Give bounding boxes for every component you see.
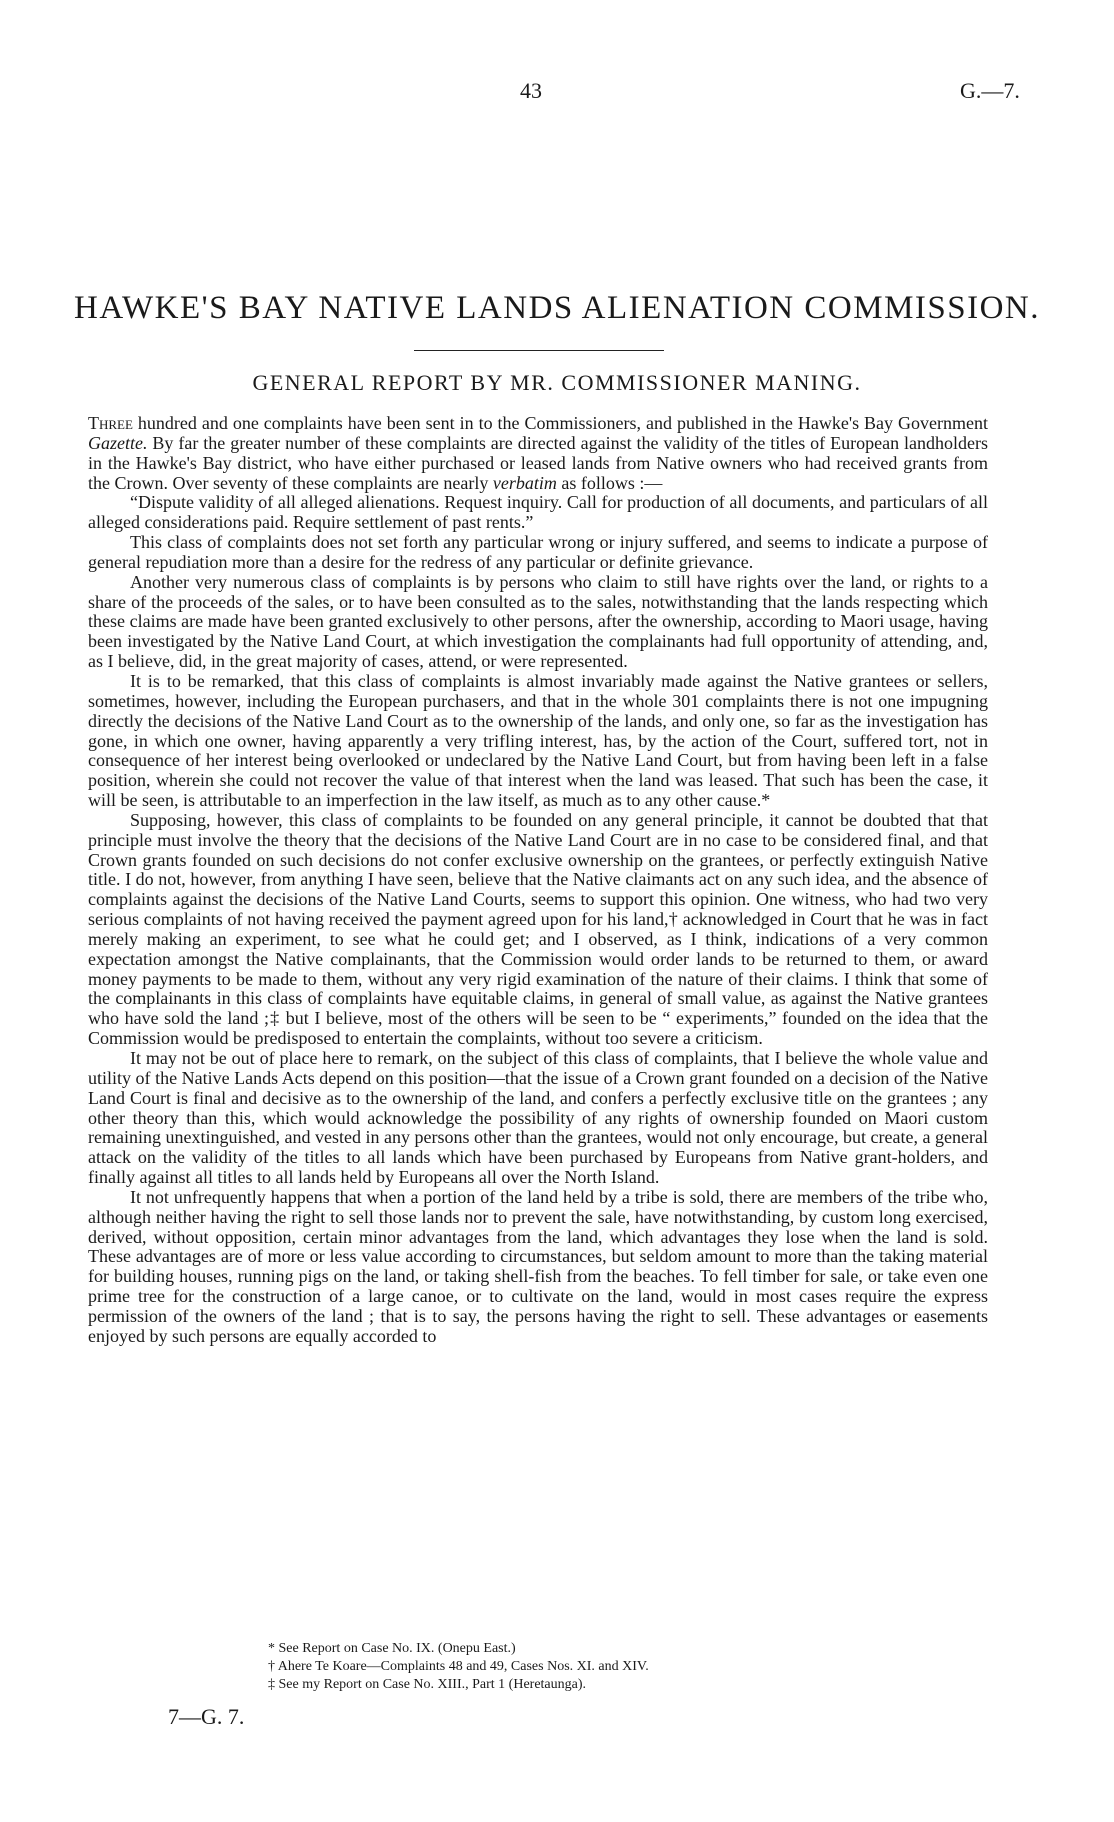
paragraph-3: This class of complaints does not set forth any particular wrong or injury suffered, and seems to indicate a purpose of general repudiation more than a desire for the redress of any particular or definite grievance. <box>88 532 988 572</box>
paragraph-1-text-a: hundred and one complaints have been sent in to the Commissioners, and published in the Hawke's Bay Government <box>132 413 988 433</box>
paragraph-1-verbatim: verbatim <box>492 472 557 493</box>
title-rule <box>414 350 664 351</box>
footnotes <box>268 1640 968 1694</box>
report-body <box>88 414 988 1347</box>
paragraph-5: It is to be remarked, that this class of complaints is almost invariably made against the Native grantees or sellers, sometimes, however, including the European purchasers, and that in the whole 301 complaints there is not one impugning directly the decisions of the Native Land Court as to the ownership of the lands, and only one, so far as the investigation has gone, in which one owner, having apparently a very trifling interest, has, by the action of the Court, suffered tort, not in consequence of her interest being overlooked or undeclared by the Native Land Court, but from having been left in a false position, wherein she could not recover the value of that interest when the land was leased. That such has been the case, it will be seen, is attributable to an imperfection in the law itself, as much as to any other cause.* <box>88 670 988 811</box>
paragraph-6: Supposing, however, this class of complaints to be founded on any general principle, it cannot be doubted that that principle must involve the theory that the decisions of the Native Land Court are in no case to be considered final, and that Crown grants founded on such decisions do not confer exclusive ownership on the grantees, or perfectly extinguish Native title. I do not, however, from anything I have seen, believe that the Native claimants act on any such idea, and the absence of complaints against the decisions of the Native Land Courts, seems to support this opinion. One witness, who had two very serious complaints of not having received the payment agreed upon for his land,† acknowledged in Court that he was in fact merely making an experiment, to see what he could get; and I observed, as I think, indications of a very common expectation amongst the Native complainants, that the Commission would order lands to be returned to them, or award money payments to be made to them, without any very rigid examination of the nature of their claims. I think that some of the complainants in this class of complaints have equitable claims, in general of small value, as against the Native grantees who have sold the land ;‡ but I believe, most of the others will be seen to be “ experiments,” founded on the idea that the Commission would be predisposed to entertain the complaints, without too severe a criticism. <box>88 809 988 1049</box>
paragraph-1-text-b: By far the greater number of these complaints are directed against the validity of the titles of European landholders in the Hawke's Bay district, who have either purchased or leased lands from Native owners who had received grants from the Crown. Over seventy of these complaints are nearly <box>88 432 988 493</box>
signature-mark: 7—G. 7. <box>168 1704 245 1729</box>
footnote-2: † Ahere Te Koare—Complaints 48 and 49, Cases Nos. XI. and XIV. <box>268 1659 649 1674</box>
report-subtitle: GENERAL REPORT BY MR. COMMISSIONER MANING. <box>252 370 862 395</box>
paragraph-1-lead: Three <box>88 413 133 433</box>
footnote-3: ‡ See my Report on Case No. XIII., Part 1 (Heretaunga). <box>268 1677 587 1692</box>
paragraph-8: It not unfrequently happens that when a portion of the land held by a tribe is sold, there are members of the tribe who, although neither having the right to sell those lands nor to prevent the sale, have notwithstanding, by custom long exercised, derived, without opposition, certain minor advantages from the land, which advantages they lose when the land is sold. These advantages are of more or less value according to circumstances, but seldom amount to more than the taking material for building houses, running pigs on the land, or taking shell-fish from the beaches. To fell timber for sale, or take even one prime tree for the construction of a large canoe, or to cultivate on the land, would in most cases require the express permission of the owners of the land ; that is to say, the persons having the right to sell. These advantages or easements enjoyed by such persons are equally accorded to <box>88 1186 988 1346</box>
paragraph-4: Another very numerous class of complaints is by persons who claim to still have rights over the land, or rights to a share of the proceeds of the sales, or to have been consulted as to the sales, notwithstanding that the lands respecting which these claims are made have been granted exclusively to other persons, after the ownership, according to Maori usage, having been investigated by the Native Land Court, at which investigation the complainants had full opportunity of attending, and, as I believe, did, in the great majority of cases, attend, or were represented. <box>88 571 988 672</box>
paragraph-1-gazette: Gazette. <box>88 432 148 453</box>
page-number: 43 <box>520 78 542 103</box>
paragraph-7: It may not be out of place here to remark, on the subject of this class of complaints, that I believe the whole value and utility of the Native Lands Acts depend on this position—that the issue of a Crown grant founded on a decision of the Native Land Court is final and decisive as to the ownership of the land, and confers a perfectly exclusive title on the grantees ; any other theory than this, which would acknowledge the possibility of any rights of ownership founded on Maori custom remaining unextinguished, and vested in any persons other than the grantees, would not only encourage, but create, a general attack on the validity of the titles to all lands which have been purchased by Europeans from Native grant-holders, and finally against all titles to all lands held by Europeans all over the North Island. <box>88 1048 988 1188</box>
paragraph-1-text-c: as follows :— <box>556 472 663 493</box>
paper-reference: G.—7. <box>960 78 1020 103</box>
footnote-1: * See Report on Case No. IX. (Onepu East.) <box>268 1641 516 1656</box>
paragraph-2-quote: “Dispute validity of all alleged alienations. Request inquiry. Call for production of all documents, and particulars of all alleged considerations paid. Require settlement of past rents.” <box>88 492 988 533</box>
paragraph-1 <box>88 414 988 493</box>
report-title: HAWKE'S BAY NATIVE LANDS ALIENATION COMMISSION. <box>73 290 1041 326</box>
